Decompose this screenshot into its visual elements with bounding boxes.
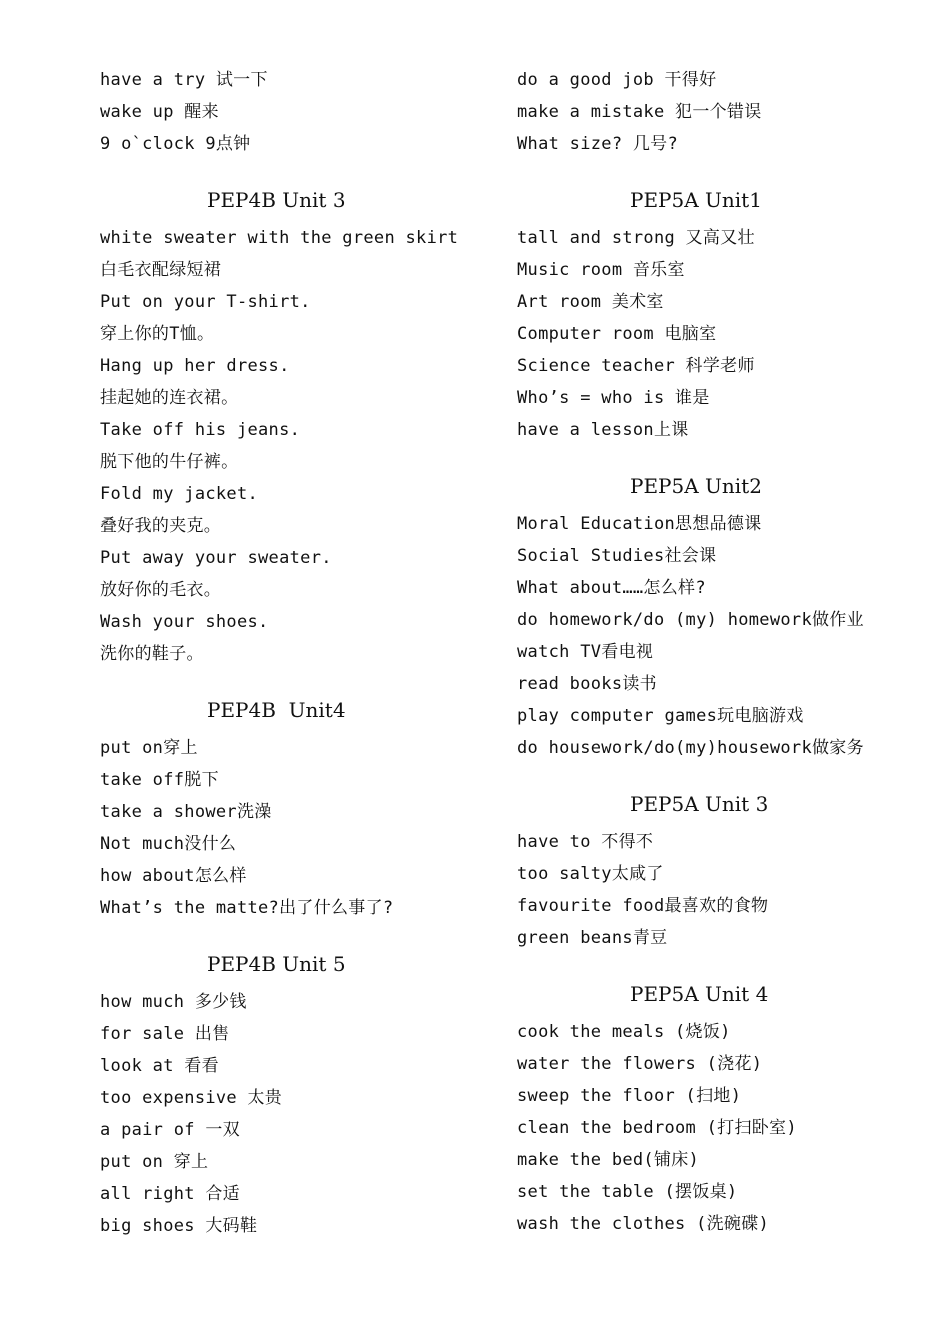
- vocab-line: clean the bedroom (打扫卧室): [517, 1118, 797, 1138]
- vocab-line: 洗你的鞋子。: [100, 644, 204, 664]
- vocab-line: 脱下他的牛仔裤。: [100, 452, 239, 472]
- vocab-line: Social Studies社会课: [517, 546, 717, 566]
- vocab-line: Science teacher 科学老师: [517, 356, 755, 376]
- section-heading: PEP5A Unit 3: [630, 792, 769, 816]
- vocab-line: sweep the floor (扫地): [517, 1086, 742, 1106]
- vocab-line: Hang up her dress.: [100, 356, 290, 376]
- vocab-line: 白毛衣配绿短裙: [100, 260, 222, 280]
- section-heading: PEP4B Unit 3: [207, 188, 346, 212]
- vocab-line: Who’s = who is 谁是: [517, 388, 710, 408]
- vocab-line: Not much没什么: [100, 834, 237, 854]
- vocab-line: have a lesson上课: [517, 420, 689, 440]
- vocab-line: do homework/do (my) homework做作业: [517, 610, 864, 630]
- section-heading: PEP5A Unit1: [630, 188, 762, 212]
- vocab-line: Art room 美术室: [517, 292, 664, 312]
- vocab-line: big shoes 大码鞋: [100, 1216, 258, 1236]
- vocab-line: Music room 音乐室: [517, 260, 685, 280]
- vocab-line: wash the clothes (洗碗碟): [517, 1214, 770, 1234]
- vocab-line: look at 看看: [100, 1056, 219, 1076]
- intro-line: make a mistake 犯一个错误: [517, 102, 762, 122]
- vocab-line: all right 合适: [100, 1184, 240, 1204]
- vocab-line: how about怎么样: [100, 866, 247, 886]
- vocab-line: Take off his jeans.: [100, 420, 301, 440]
- vocab-line: put on 穿上: [100, 1152, 209, 1172]
- section-heading: PEP4B Unit 5: [207, 952, 346, 976]
- section-heading: PEP4B Unit4: [207, 698, 346, 722]
- vocab-line: 放好你的毛衣。: [100, 580, 222, 600]
- vocab-line: favourite food最喜欢的食物: [517, 896, 769, 916]
- vocab-line: water the flowers (浇花): [517, 1054, 763, 1074]
- vocab-line: Computer room 电脑室: [517, 324, 717, 344]
- vocab-line: make the bed(铺床): [517, 1150, 700, 1170]
- vocab-line: tall and strong 又高又壮: [517, 228, 755, 248]
- vocab-line: 叠好我的夹克。: [100, 516, 222, 536]
- vocab-line: What’s the matte?出了什么事了?: [100, 898, 394, 918]
- vocab-line: put on穿上: [100, 738, 198, 758]
- vocab-line: how much 多少钱: [100, 992, 247, 1012]
- vocab-line: a pair of 一双: [100, 1120, 240, 1140]
- vocab-line: 挂起她的连衣裙。: [100, 388, 239, 408]
- intro-line: wake up 醒来: [100, 102, 219, 122]
- vocab-line: cook the meals (烧饭): [517, 1022, 731, 1042]
- vocab-line: take a shower洗澡: [100, 802, 272, 822]
- vocab-line: white sweater with the green skirt: [100, 228, 459, 248]
- vocab-line: 穿上你的T恤。: [100, 324, 215, 344]
- vocab-line: take off脱下: [100, 770, 219, 790]
- intro-line: 9 o`clock 9点钟: [100, 134, 251, 154]
- vocab-line: have to 不得不: [517, 832, 654, 852]
- vocab-line: watch TV看电视: [517, 642, 654, 662]
- vocab-line: Moral Education思想品德课: [517, 514, 762, 534]
- vocab-line: What about……怎么样?: [517, 578, 706, 598]
- left-column: [100, 64, 500, 1242]
- vocab-line: Wash your shoes.: [100, 612, 269, 632]
- vocab-line: set the table (摆饭桌): [517, 1182, 738, 1202]
- vocab-line: Put on your T-shirt.: [100, 292, 311, 312]
- section-heading: PEP5A Unit2: [630, 474, 762, 498]
- vocab-line: play computer games玩电脑游戏: [517, 706, 804, 726]
- right-column: [517, 64, 937, 1240]
- section-heading: PEP5A Unit 4: [630, 982, 769, 1006]
- vocab-line: too expensive 太贵: [100, 1088, 283, 1108]
- vocab-line: for sale 出售: [100, 1024, 230, 1044]
- vocab-line: read books读书: [517, 674, 657, 694]
- vocab-line: too salty太咸了: [517, 864, 664, 884]
- intro-line: have a try 试一下: [100, 70, 268, 90]
- intro-line: What size? 几号?: [517, 134, 679, 154]
- vocab-line: Put away your sweater.: [100, 548, 332, 568]
- intro-line: do a good job 干得好: [517, 70, 717, 90]
- vocab-line: do housework/do(my)housework做家务: [517, 738, 864, 758]
- vocab-line: green beans青豆: [517, 928, 668, 948]
- vocab-line: Fold my jacket.: [100, 484, 259, 504]
